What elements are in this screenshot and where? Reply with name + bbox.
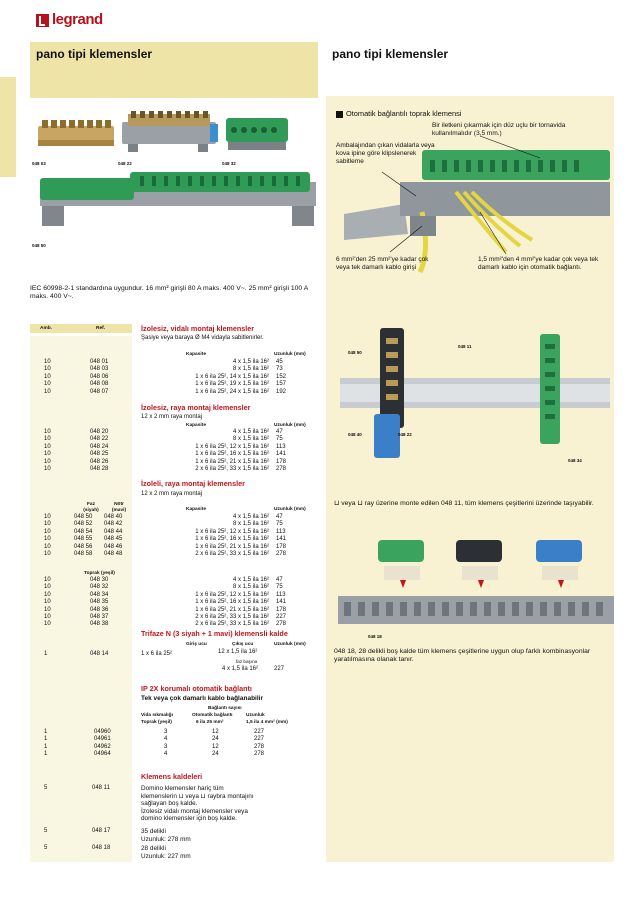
row-uzunluk: 278 xyxy=(276,621,287,628)
row-uzunluk: 178 xyxy=(276,458,287,465)
section4-col-giris: Giriş ucu xyxy=(186,642,207,647)
row-ref: 048 01 xyxy=(90,359,109,365)
row-description: domino klemensler için boş kalde. xyxy=(141,815,237,823)
row-ref-faz: 048 54 xyxy=(74,528,93,535)
row-uzunluk: 227 xyxy=(254,736,265,743)
row-otomatik: 12 xyxy=(212,729,219,735)
section3-col-kapasite: Kapasite xyxy=(186,507,206,512)
row-ref-faz: 048 52 xyxy=(74,521,93,528)
row-ref-notr: 048 46 xyxy=(104,543,123,550)
row-amb: 10 xyxy=(44,451,51,458)
section5-col-toprak: Toprak (yeşil) xyxy=(141,720,172,725)
row-ref-notr: 048 44 xyxy=(104,528,123,535)
row-kapasite: 4 x 1,5 ila 16² xyxy=(232,514,269,520)
section5-desc: Tek veya çok damarlı kablo bağlanabilir xyxy=(141,695,263,702)
row-kapasite: 8 x 1,5 ila 16² xyxy=(232,366,269,373)
row-uzunluk: 192 xyxy=(276,388,287,395)
section4-col-cikis: Çıkış ucu xyxy=(232,642,254,647)
row-ref: 04964 xyxy=(94,751,111,758)
row-ref: 048 06 xyxy=(90,373,109,380)
header-ref: Ref. xyxy=(96,326,106,331)
right-box-title: Otomatik bağlantılı toprak klemensi xyxy=(346,109,462,118)
section3-title: İzoleli, raya montaj klemensler xyxy=(141,479,245,488)
row-amb: 1 xyxy=(44,743,48,750)
row-amb: 5 xyxy=(44,785,48,791)
row-amb: 10 xyxy=(44,429,51,435)
row-amb: 10 xyxy=(44,584,51,591)
row-description: Domino klemensler hariç tüm xyxy=(141,785,224,792)
callout-screwdriver: Bir iletkeni çıkarmak için düz uçlu bir tornavida kullanılmalıdır (3,5 mm.) xyxy=(432,122,566,137)
callout-auto-connection: 1,5 mm²'den 4 mm²'ye kadar çok veya tek damarlı kablo için otomatik bağlantı. xyxy=(478,256,599,271)
photo-caption: 048 32 xyxy=(222,161,236,166)
section3-col-faz: Faz (siyah) xyxy=(83,502,99,513)
rail-photo-label: 048 50 xyxy=(348,350,362,355)
row-kapasite: 1 x 6 ila 25², 16 x 1,5 ila 16² xyxy=(195,536,269,543)
section4-cikis1: 12 x 1,5 ila 16² xyxy=(218,649,258,655)
row-amb: 10 xyxy=(44,458,51,465)
row-ref: 048 11 xyxy=(92,785,110,791)
row-uzunluk: 47 xyxy=(276,514,283,520)
row-vida: 3 xyxy=(164,743,168,750)
section5-col-vida: Vida sıkmalığı xyxy=(141,713,173,718)
row-amb: 10 xyxy=(44,551,51,557)
row-ref: 048 03 xyxy=(90,366,109,373)
row-ref-notr: 048 42 xyxy=(104,521,123,528)
section6-title: Klemens kaldeleri xyxy=(141,772,203,781)
header-amb: Amb. xyxy=(40,326,52,331)
photo-caption: 048 03 xyxy=(32,161,46,166)
photo-caption: 048 22 xyxy=(118,161,132,166)
row-uzunluk: 278 xyxy=(254,751,265,758)
row-ref: 048 24 xyxy=(90,443,109,450)
row-ref: 048 35 xyxy=(90,599,109,606)
row-amb: 1 xyxy=(44,736,48,743)
brand-name: legrand xyxy=(52,11,103,28)
row-vida: 4 xyxy=(164,736,168,743)
section2-col-uzunluk: Uzunluk (mm) xyxy=(274,423,306,428)
row-kapasite: 1 x 6 ila 25², 12 x 1,5 ila 16² xyxy=(195,443,269,450)
section4-cikis-sub: faz başına xyxy=(236,659,258,664)
row-uzunluk: 75 xyxy=(276,521,283,528)
row-kapasite: 8 x 1,5 ila 16² xyxy=(232,436,269,443)
row-otomatik: 12 xyxy=(212,743,219,750)
kalde-combination-illustration xyxy=(330,532,614,636)
legrand-logo xyxy=(36,11,103,29)
row-ref: 048 36 xyxy=(90,606,109,613)
row-ref: 048 34 xyxy=(90,591,109,598)
row-description: Uzunluk: 278 mm xyxy=(141,835,191,843)
section3-desc: 12 x 2 mm raya montaj xyxy=(141,491,203,497)
green-earth-terminal-photo xyxy=(226,118,288,150)
product-photos xyxy=(30,110,320,250)
row-kapasite: 1 x 6 ila 25², 21 x 1,5 ila 16² xyxy=(195,543,269,550)
row-amb: 10 xyxy=(44,359,51,365)
section3-toprak-label: Toprak (yeşil) xyxy=(84,571,115,576)
row-amb: 1 xyxy=(44,751,48,758)
section1-col-kapasite: Kapasite xyxy=(186,352,206,357)
row-ref: 048 37 xyxy=(90,614,109,620)
section3-col-notr: Nötr (mavi) xyxy=(111,502,127,513)
row-ref: 048 32 xyxy=(90,584,109,591)
row-ref-faz: 048 56 xyxy=(74,543,93,550)
row-amb: 10 xyxy=(44,436,51,443)
bullet-square-icon xyxy=(336,111,343,118)
row-description: İzolesiz vidalı montaj klemensler veya xyxy=(141,807,248,815)
rail-photo-label: 048 40 xyxy=(348,432,362,437)
row-vida: 3 xyxy=(164,729,168,735)
section1-desc: Şasiye veya baraya Ø M4 vidayla sabitlenirler. xyxy=(141,335,264,341)
row-kapasite: 2 x 6 ila 25², 33 x 1,5 ila 16² xyxy=(195,621,269,628)
row-amb: 10 xyxy=(44,614,51,620)
row-amb: 10 xyxy=(44,528,51,535)
row-uzunluk: 157 xyxy=(276,381,287,388)
page-title-left: pano tipi klemensler xyxy=(36,47,153,61)
row-description: sağlayan boş kalde. xyxy=(141,800,198,808)
row-amb: 10 xyxy=(44,366,51,373)
row-uzunluk: 47 xyxy=(276,429,283,435)
row-ref: 048 07 xyxy=(90,388,109,395)
standard-note: IEC 60998-2-1 standardına uygundur. 16 mm² girişli 80 A maks. 400 V~. 25 mm² girişli 100 A maks. 400 V~. xyxy=(30,285,308,301)
row-kapasite: 1 x 6 ila 25², 19 x 1,5 ila 16² xyxy=(195,381,269,388)
section5-col-baglanti: Bağlantı sayısı xyxy=(208,706,242,711)
row-kapasite: 1 x 6 ila 25², 12 x 1,5 ila 16² xyxy=(195,591,269,598)
row-amb: 10 xyxy=(44,606,51,613)
row-description: Uzunluk: 227 mm xyxy=(141,852,191,860)
section4-giris: 1 x 6 ila 25² xyxy=(141,651,173,657)
row-ref-notr: 048 48 xyxy=(104,551,123,557)
row-kapasite: 8 x 1,5 ila 16² xyxy=(232,584,269,591)
row-uzunluk: 278 xyxy=(276,466,287,472)
section4-col-uzunluk: Uzunluk (mm) xyxy=(274,642,306,647)
row-amb: 10 xyxy=(44,621,51,628)
section2-title: İzolesiz, raya montaj klemensler xyxy=(141,403,251,412)
brass-terminal-photo xyxy=(38,120,114,146)
section3-col-uzunluk: Uzunluk (mm) xyxy=(274,507,306,512)
row-amb: 10 xyxy=(44,381,51,388)
row-uzunluk: 227 xyxy=(254,729,265,735)
section5-title: IP 2X korumalı otomatik bağlantı xyxy=(141,684,252,693)
grey-rail-terminal-photo xyxy=(122,111,218,152)
row-ref: 048 20 xyxy=(90,429,109,435)
row-amb: 10 xyxy=(44,577,51,583)
row-uzunluk: 73 xyxy=(276,366,283,373)
row-kapasite: 1 x 6 ila 25², 21 x 1,5 ila 16² xyxy=(195,606,269,613)
row-ref: 048 28 xyxy=(90,466,109,472)
row-ref: 04960 xyxy=(94,729,111,735)
page-title-right: pano tipi klemensler xyxy=(332,47,449,61)
row-uzunluk: 152 xyxy=(276,373,287,380)
row-kapasite: 4 x 1,5 ila 16² xyxy=(232,429,269,435)
row-uzunluk: 113 xyxy=(276,443,286,450)
row-ref-faz: 048 58 xyxy=(74,551,93,557)
row-kapasite: 1 x 6 ila 25², 12 x 1,5 ila 16² xyxy=(195,528,269,535)
row-kapasite: 4 x 1,5 ila 16² xyxy=(232,359,269,365)
section2-desc: 12 x 2 mm raya montaj xyxy=(141,414,203,420)
section5-col-uzunluk: Uzunluk xyxy=(246,713,265,718)
row-uzunluk: 278 xyxy=(254,743,265,750)
row-amb: 1 xyxy=(44,729,48,735)
section4-uzunluk: 227 xyxy=(274,666,285,672)
callout-cable-entry: 6 mm²'den 25 mm²'ye kadar çok veya tek damarlı kablo girişi xyxy=(336,256,429,271)
row-ref: 048 25 xyxy=(90,451,109,458)
row-ref-notr: 048 40 xyxy=(104,514,123,520)
row-ref: 048 38 xyxy=(90,621,109,628)
row-uzunluk: 141 xyxy=(276,599,287,606)
row-ref: 04961 xyxy=(94,736,111,743)
row-kapasite: 1 x 6 ila 25², 16 x 1,5 ila 16² xyxy=(195,451,269,458)
kalde-note: 048 18, 28 delikli boş kalde tüm klemens çeşitlerine uygun olup farklı kombinasyonlar yaratılmasına olanak tanır. xyxy=(334,648,591,664)
row-uzunluk: 75 xyxy=(276,584,283,591)
row-ref: 048 08 xyxy=(90,381,109,388)
row-amb: 10 xyxy=(44,443,51,450)
row-amb: 10 xyxy=(44,388,51,395)
rail-photo-label: 048 11 xyxy=(458,344,472,349)
section2-col-kapasite: Kapasite xyxy=(186,423,206,428)
row-amb: 10 xyxy=(44,466,51,472)
row-description: klemenslerin ⊔ veya ⊔ raybra montajını xyxy=(141,792,254,800)
row-uzunluk: 141 xyxy=(276,451,287,458)
row-kapasite: 1 x 6 ila 25², 21 x 1,5 ila 16² xyxy=(195,458,269,465)
row-amb: 5 xyxy=(44,845,48,851)
row-ref-notr: 048 45 xyxy=(104,536,123,543)
kalde-photo-label: 048 18 xyxy=(368,634,382,639)
row-description: 35 delikli xyxy=(141,828,166,835)
callout-fixing: Ambalajından çıkan vidalarla veya kova ipine göre klipslenerek sabitleme xyxy=(336,142,435,165)
row-amb: 10 xyxy=(44,514,51,520)
legrand-logo-mark xyxy=(36,14,49,27)
row-description: 28 delikli xyxy=(141,845,166,852)
row-uzunluk: 178 xyxy=(276,606,287,613)
long-green-terminal-photo xyxy=(40,172,316,226)
row-amb: 10 xyxy=(44,591,51,598)
row-uzunluk: 178 xyxy=(276,543,287,550)
row-ref: 04962 xyxy=(94,743,111,750)
photo-caption: 048 50 xyxy=(32,243,46,248)
row-kapasite: 8 x 1,5 ila 16² xyxy=(232,521,269,528)
side-tab xyxy=(0,77,16,177)
row-ref-faz: 048 50 xyxy=(74,514,93,520)
rail-mounting-illustration xyxy=(340,328,610,468)
row-ref: 048 18 xyxy=(92,845,111,851)
row-amb: 10 xyxy=(44,599,51,606)
section4-amb: 1 xyxy=(44,651,48,657)
row-uzunluk: 45 xyxy=(276,359,283,365)
row-amb: 10 xyxy=(44,543,51,550)
row-amb: 10 xyxy=(44,536,51,543)
row-kapasite: 1 x 6 ila 25², 16 x 1,5 ila 16² xyxy=(195,599,269,606)
row-kapasite: 1 x 6 ila 25², 24 x 1,5 ila 16² xyxy=(195,388,269,395)
row-uzunluk: 75 xyxy=(276,436,283,443)
section4-cikis2: 4 x 1,5 ila 16² xyxy=(222,666,259,672)
row-ref-faz: 048 55 xyxy=(74,536,93,543)
row-ref: 048 22 xyxy=(90,436,109,443)
rail-photo-label: 048 34 xyxy=(568,458,582,463)
rail-note: ⊔ veya ⊔ ray üzerine monte edilen 048 11, tüm klemens çeşitlerini üzerinde taşıyabilir. xyxy=(334,500,594,507)
row-kapasite: 2 x 6 ila 25², 33 x 1,5 ila 16² xyxy=(195,466,269,472)
section4-ref: 048 14 xyxy=(90,651,109,657)
row-otomatik: 24 xyxy=(212,751,219,758)
row-uzunluk: 47 xyxy=(276,577,283,583)
section5-col-uzunluk-sub: 1,5 ila 4 mm² (mm) xyxy=(246,720,288,725)
row-vida: 4 xyxy=(164,751,168,758)
row-ref: 048 26 xyxy=(90,458,109,465)
row-otomatik: 24 xyxy=(212,736,219,743)
rail-photo-label: 048 22 xyxy=(398,432,412,437)
row-kapasite: 2 x 6 ila 25², 33 x 1,5 ila 16² xyxy=(195,551,269,557)
row-ref: 048 17 xyxy=(92,828,111,834)
section1-col-uzunluk: Uzunluk (mm) xyxy=(274,352,306,357)
row-amb: 10 xyxy=(44,521,51,528)
row-amb: 10 xyxy=(44,373,51,380)
row-kapasite: 1 x 6 ila 25², 14 x 1,5 ila 16² xyxy=(195,373,269,380)
row-uzunluk: 278 xyxy=(276,551,287,557)
section4-title: Trifaze N (3 siyah + 1 mavi) klemensli kalde xyxy=(141,629,288,638)
section5-col-otomatik-sub: 6 ila 25 mm² xyxy=(196,720,224,725)
row-kapasite: 4 x 1,5 ila 16² xyxy=(232,577,269,583)
row-kapasite: 2 x 6 ila 25², 33 x 1,5 ila 16² xyxy=(195,614,269,620)
row-uzunluk: 113 xyxy=(276,528,286,535)
row-uzunluk: 141 xyxy=(276,536,287,543)
row-amb: 5 xyxy=(44,828,48,834)
row-uzunluk: 227 xyxy=(276,614,287,620)
section5-col-otomatik: Otomatik bağlantı xyxy=(192,713,233,718)
row-ref: 048 30 xyxy=(90,577,109,583)
section1-title: İzolesiz, vidalı montaj klemensler xyxy=(141,324,255,333)
row-uzunluk: 113 xyxy=(276,591,286,598)
